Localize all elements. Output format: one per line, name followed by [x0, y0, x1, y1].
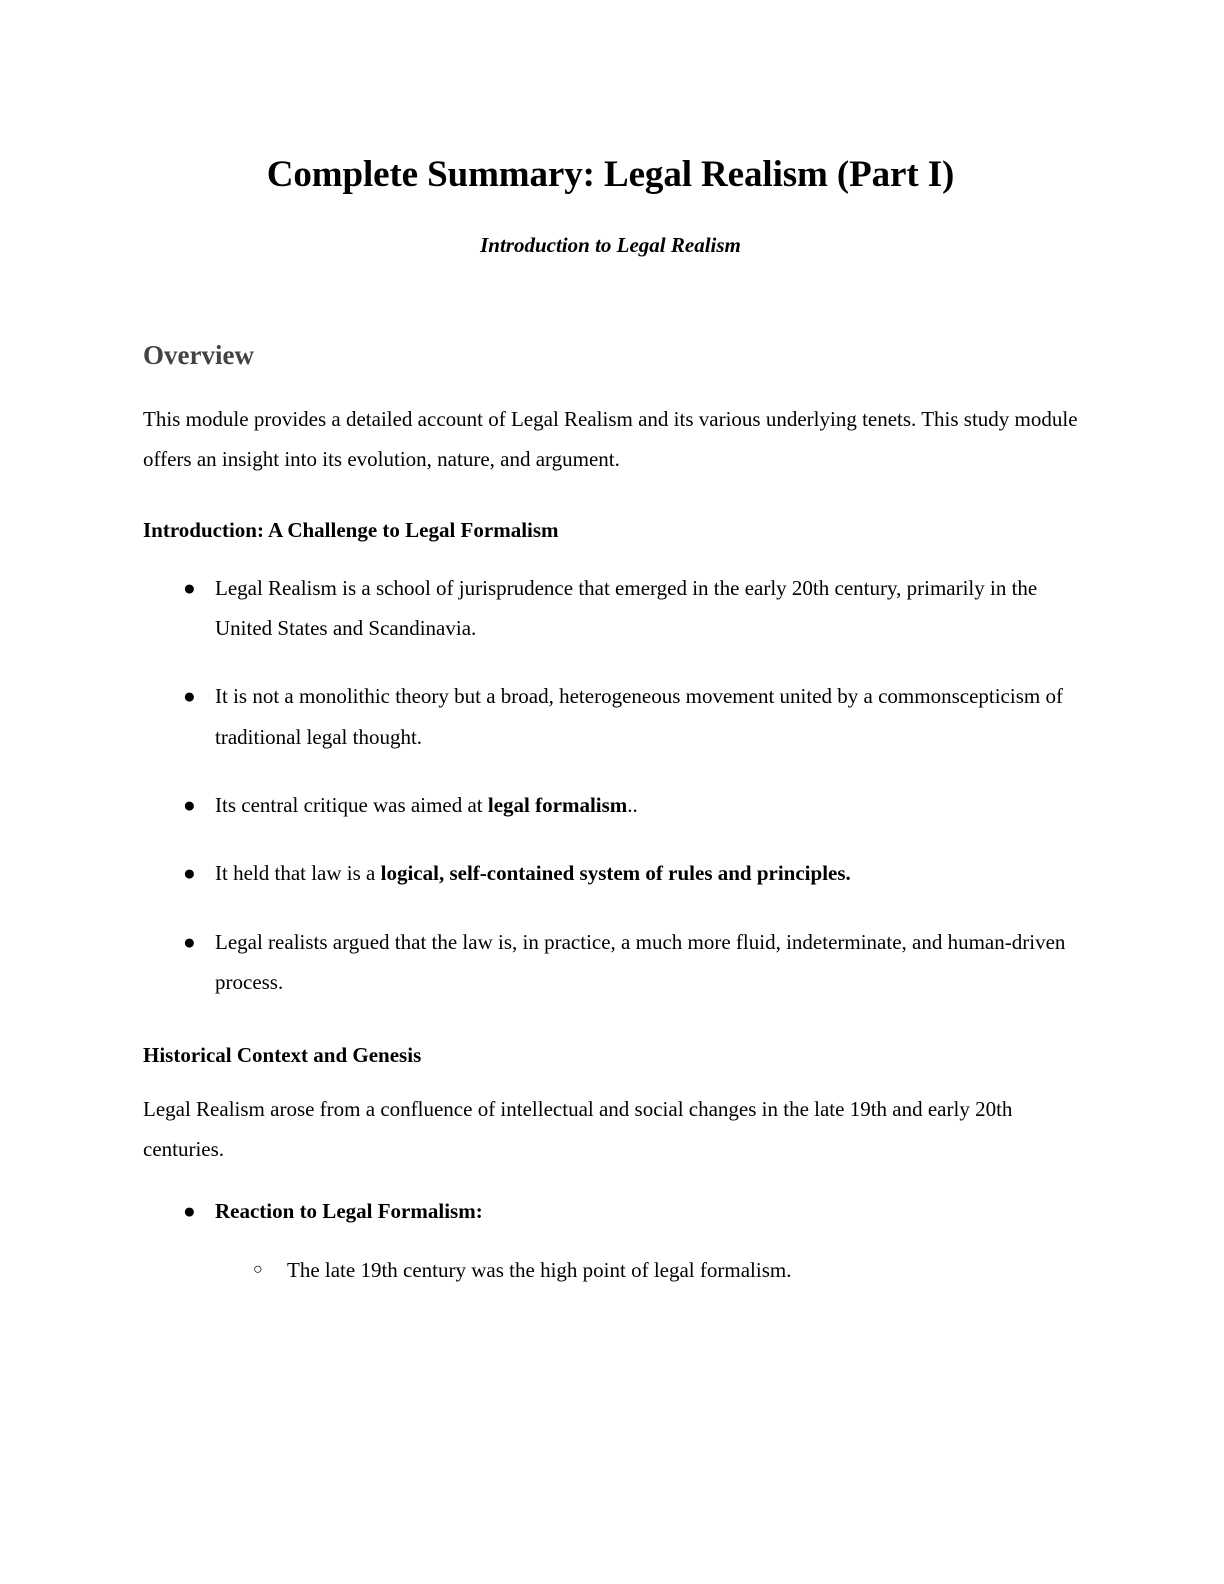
- bullet-hollow-icon: ○: [253, 1260, 263, 1278]
- list-item-text-after: ..: [627, 792, 638, 817]
- historical-bullet-list: [143, 1169, 1078, 1290]
- list-item: [143, 853, 1078, 893]
- list-item-text: Legal Realism is a school of jurisprudence that emerged in the early 20th century, primarily in the United States and Scandinavia.: [215, 575, 1038, 641]
- bullet-filled-icon: ●: [183, 861, 196, 886]
- list-item-text: It held that law is a: [215, 861, 381, 886]
- page-subtitle: Introduction to Legal Realism: [480, 233, 741, 258]
- section-heading-introduction: Introduction: A Challenge to Legal Formalism: [143, 518, 559, 543]
- overview-paragraph-line-1: This module provides a detailed account of Legal Realism and its various underlying tenets.: [143, 406, 917, 431]
- overview-paragraph-line-2: This study module offers an insight into its evolution, nature, and argument.: [143, 406, 1078, 471]
- bullet-filled-icon: ●: [183, 929, 196, 954]
- page-title: Complete Summary: Legal Realism (Part I): [266, 154, 955, 195]
- list-item: [143, 922, 1078, 1003]
- introduction-bullet-list: [143, 546, 1078, 1003]
- document-content: [143, 0, 1078, 1290]
- bullet-filled-icon: ●: [183, 1199, 196, 1224]
- list-item-bold: logical, self-contained system of rules and principles.: [380, 861, 851, 886]
- bullet-filled-icon: ●: [183, 684, 196, 709]
- list-item-text: It is not a monolithic theory but a broad, heterogeneous movement united by a commonscepticism of traditional legal thought.: [215, 684, 1063, 749]
- sub-list-item-text: The late 19th century was the high point of legal formalism.: [287, 1257, 792, 1282]
- list-item-label: Reaction to Legal Formalism:: [215, 1199, 483, 1224]
- list-item: [143, 785, 1078, 825]
- historical-sub-bullet-list: [215, 1232, 1078, 1290]
- list-item-bold: legal formalism: [487, 792, 628, 817]
- overview-paragraph: [143, 373, 1078, 480]
- list-item: [143, 568, 1078, 649]
- bullet-filled-icon: ●: [183, 575, 196, 600]
- list-item-text: Its central critique was aimed at: [215, 792, 488, 817]
- list-item-text: Legal realists argued that the law is, in practice, a much more fluid, indeterminate, and human-driven process.: [215, 929, 1066, 994]
- list-item: [215, 1250, 1078, 1290]
- section-heading-overview: Overview: [143, 339, 254, 370]
- section-heading-historical-context: Historical Context and Genesis: [143, 1043, 422, 1068]
- historical-paragraph: Legal Realism arose from a confluence of intellectual and social changes in the late 19th and early 20th centuries.: [143, 1096, 1013, 1161]
- bullet-filled-icon: ●: [183, 792, 196, 817]
- list-item: [143, 676, 1078, 757]
- list-item: [143, 1191, 1078, 1290]
